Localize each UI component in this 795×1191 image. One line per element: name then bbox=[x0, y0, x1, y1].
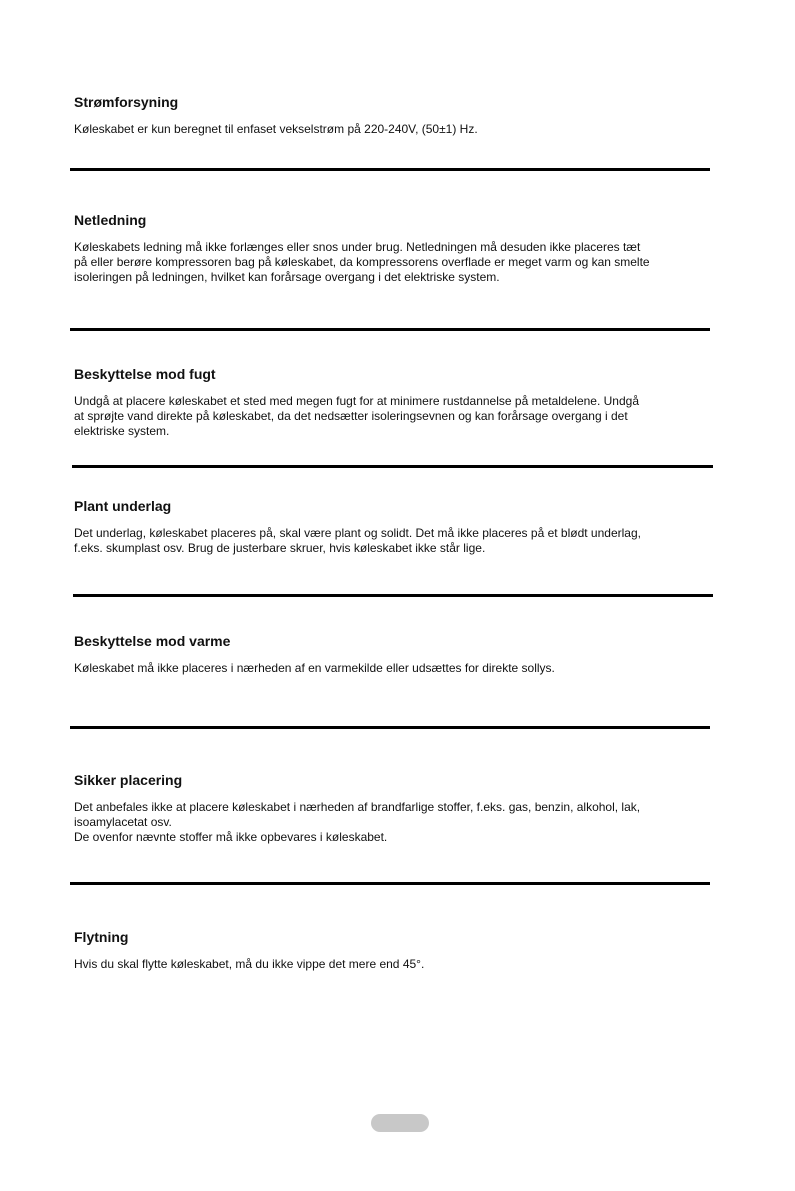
section-beskyttelse-mod-varme bbox=[74, 632, 719, 676]
section-heading: Plant underlag bbox=[74, 498, 172, 514]
page-number-badge bbox=[371, 1114, 429, 1132]
section-flytning bbox=[74, 928, 719, 972]
section-heading: Beskyttelse mod varme bbox=[74, 633, 231, 649]
section-divider bbox=[70, 168, 710, 171]
section-heading: Netledning bbox=[74, 212, 147, 228]
section-divider bbox=[70, 328, 710, 331]
section-heading: Flytning bbox=[74, 929, 129, 945]
section-beskyttelse-mod-fugt bbox=[74, 365, 719, 439]
section-body: Køleskabet må ikke placeres i nærheden af en varmekilde eller udsættes for direkte sollys. bbox=[74, 661, 555, 675]
section-divider bbox=[73, 594, 713, 597]
section-divider bbox=[70, 726, 710, 729]
section-body: Det anbefales ikke at placere køleskabet i nærheden af brandfarlige stoffer, f.eks. gas, benzin, alkohol, lak, isoamylacetat osv. De ovenfor nævnte stoffer må ikke opbevares i køleskabet. bbox=[74, 800, 641, 844]
section-heading: Strømforsyning bbox=[74, 94, 179, 110]
section-heading: Sikker placering bbox=[74, 772, 183, 788]
section-body: Det underlag, køleskabet placeres på, skal være plant og solidt. Det må ikke placeres på et blødt underlag, f.eks. skumplast osv. Brug de justerbare skruer, hvis køleskabet ikke står lige. bbox=[74, 526, 641, 555]
section-netledning bbox=[74, 211, 719, 285]
section-body: Undgå at placere køleskabet et sted med megen fugt for at minimere rustdannelse på metaldelene. Undgå at sprøjte vand direkte på køleskabet, da det nedsætter isoleringsevnen og kan forårsage overgang i det elektriske system. bbox=[74, 394, 639, 438]
section-heading: Beskyttelse mod fugt bbox=[74, 366, 216, 382]
section-body: Hvis du skal flytte køleskabet, må du ikke vippe det mere end 45°. bbox=[74, 957, 425, 971]
section-body: Køleskabets ledning må ikke forlænges eller snos under brug. Netledningen må desuden ikke placeres tæt på eller berøre kompressoren bag på køleskabet, da kompressorens overflade er meget varm og kan smelte isoleringen på ledningen, hvilket kan forårsage overgang i det elektriske system. bbox=[74, 240, 650, 284]
section-divider bbox=[72, 465, 713, 468]
section-plant-underlag bbox=[74, 497, 719, 556]
section-stromforsyning bbox=[74, 93, 719, 137]
section-body: Køleskabet er kun beregnet til enfaset vekselstrøm på 220-240V, (50±1) Hz. bbox=[74, 122, 478, 136]
section-divider bbox=[70, 882, 710, 885]
section-sikker-placering bbox=[74, 771, 719, 845]
